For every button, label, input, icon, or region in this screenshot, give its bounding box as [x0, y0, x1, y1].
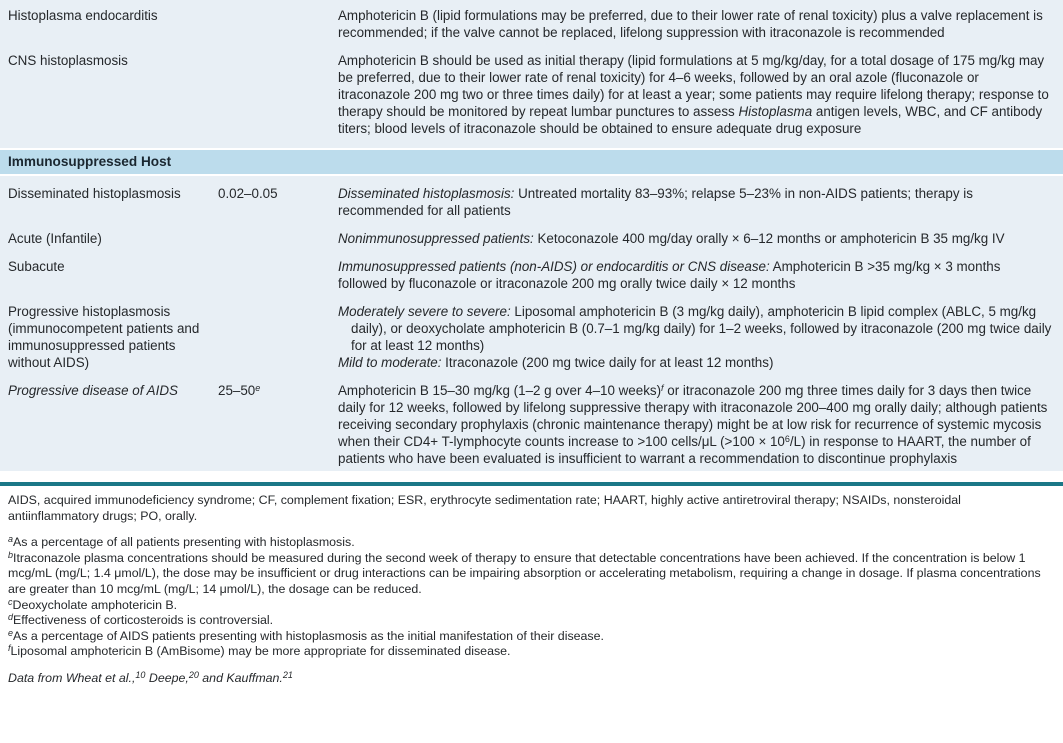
condition-cell: Disseminated histoplasmosis	[8, 186, 181, 201]
therapy-text: antigen levels, WBC, and CF antibody titers; blood levels of itraconazole should be obtained to ensure adequate drug exposure	[338, 104, 1043, 136]
footnote-d	[8, 613, 1055, 629]
condition-cell: Acute (Infantile)	[8, 231, 102, 246]
reference-20: 20	[188, 669, 199, 680]
table-row-progressive-histoplasmosis	[0, 303, 1063, 371]
therapy-cell	[338, 303, 1053, 371]
footnote-marker-e: e	[8, 627, 14, 638]
condition-cell: Subacute	[8, 259, 65, 274]
footnote-text: Effectiveness of corticosteroids is controversial.	[13, 613, 274, 628]
therapy-cell	[338, 52, 1053, 137]
therapy-lead-italic: Immunosuppressed patients (non-AIDS) or endocarditis or CNS disease:	[338, 259, 770, 274]
therapy-text: /L) in response to HAART, the number of patients who have been evaluated is insufficient to warrant a recommendation to discontinue prophylaxis	[338, 434, 1031, 466]
therapy-text: Untreated mortality 83–93%; relapse 5–23% in non-AIDS patients; therapy is recommended for all patients	[338, 186, 973, 218]
severity-lead-italic: Mild to moderate:	[338, 355, 442, 370]
incidence-cell	[218, 52, 338, 137]
footnote-marker-e: e	[255, 383, 261, 393]
reference-21: 21	[282, 669, 293, 680]
exponent-6: 6	[784, 434, 790, 444]
section-header-immunosuppressed-host: Immunosuppressed Host	[0, 148, 1063, 176]
table-row-progressive-disease-of-aids	[0, 382, 1063, 471]
therapy-cell	[338, 185, 1053, 219]
footnote-text: Liposomal amphotericin B (AmBisome) may be more appropriate for disseminated disease.	[10, 644, 511, 659]
therapy-text: Itraconazole (200 mg twice daily for at least 12 months)	[441, 355, 774, 370]
therapy-paragraph	[338, 303, 1053, 354]
footnote-b	[8, 551, 1055, 598]
table-row-cns-histoplasmosis	[0, 52, 1063, 137]
source-citation	[8, 671, 1055, 687]
footnote-text: As a percentage of AIDS patients presenting with histoplasmosis as the initial manifestation of their disease.	[13, 628, 604, 643]
abbreviations-note: AIDS, acquired immunodeficiency syndrome; CF, complement fixation; ESR, erythrocyte sedimentation rate; HAART, highly active antiretroviral therapy; NSAIDs, nonsteroidal antiinflammatory drugs; PO, orally.	[8, 493, 961, 523]
incidence-cell	[218, 7, 338, 41]
severity-lead-italic: Moderately severe to severe:	[338, 304, 511, 319]
organism-name-italic: Histoplasma	[738, 104, 813, 119]
incidence-cell	[218, 303, 338, 371]
therapy-lead-italic: Disseminated histoplasmosis:	[338, 186, 515, 201]
incidence-cell	[218, 382, 338, 467]
source-text: Data from Wheat et al.,	[8, 670, 136, 685]
condition-cell: Histoplasma endocarditis	[8, 8, 158, 23]
condition-cell: CNS histoplasmosis	[8, 53, 128, 68]
therapy-cell	[338, 382, 1053, 467]
condition-cell: Progressive histoplasmosis (immunocompetent patients and immunosuppressed patients without AIDS)	[8, 304, 200, 370]
footnote-marker-a: a	[8, 534, 14, 545]
reference-10: 10	[135, 669, 146, 680]
therapy-paragraph	[338, 354, 1053, 371]
source-text: Deepe,	[145, 670, 189, 685]
condition-cell: Progressive disease of AIDS	[8, 383, 178, 398]
table-row-histoplasma-endocarditis	[0, 7, 1063, 41]
therapy-cell	[338, 230, 1053, 247]
footnote-text: As a percentage of all patients presenting with histoplasmosis.	[13, 535, 355, 550]
footnote-marker-d: d	[8, 612, 14, 623]
therapy-text: or itraconazole 200 mg three times daily for 3 days then twice daily for 12 weeks, followed by lifelong suppressive therapy with itraconazole 200–400 mg orally daily; although patients receiving secondary prophylaxis (chronic maintenance therapy) might be at low risk for recurrence of systemic mycosis when their CD4+ T-lymphocyte counts increase to >100 cells/μL (>100 × 10	[338, 383, 1048, 449]
therapy-text: Amphotericin B 15–30 mg/kg (1–2 g over 4–10 weeks)	[338, 383, 662, 398]
incidence-value: 25–50	[218, 383, 256, 398]
footnote-c	[8, 598, 1055, 614]
table-row-subacute	[0, 258, 1063, 292]
therapy-text: Amphotericin B should be used as initial therapy (lipid formulations at 5 mg/kg/day, for a total dosage of 175 mg/kg may be preferred, due to their lower rate of renal toxicity) for 4–6 weeks, followed by an oral azole (fluconazole or itraconazole 200 mg two or three times daily) for at least a year; some patients may require lifelong therapy; response to therapy should be monitored by repeat lumbar punctures to assess	[338, 53, 1049, 119]
incidence-cell	[218, 230, 338, 247]
footnote-text: Deoxycholate amphotericin B.	[12, 597, 178, 612]
therapy-lead-italic: Nonimmunosuppressed patients:	[338, 231, 534, 246]
footnote-text: Itraconazole plasma concentrations should be measured during the second week of therapy to ensure that detectable concentrations have been achieved. If the concentration is below 1 mcg/mL (mg/L; 1.4 μmol/L), the dose may be insufficient or drug interactions can be impairing absorption or accelerating metabolism, requiring a change in dosage. If plasma concentrations are greater than 10 mcg/mL (mg/L; 14 μmol/L), the dosage can be reduced.	[8, 550, 1041, 596]
footnote-marker-b: b	[8, 549, 14, 560]
footnote-f	[8, 644, 1055, 660]
therapy-text: Liposomal amphotericin B (3 mg/kg daily), amphotericin B lipid complex (ABLC, 5 mg/kg daily), or deoxycholate amphotericin B (0.7–1 mg/kg daily) for 1–2 weeks, followed by itraconazole (200 mg twice daily for at least 12 months)	[351, 304, 1052, 353]
incidence-cell	[218, 258, 338, 292]
therapy-text: Amphotericin B (lipid formulations may be preferred, due to their lower rate of renal toxicity) plus a valve replacement is recommended; if the valve cannot be replaced, lifelong suppression with itraconazole is recommended	[338, 8, 1043, 40]
table-row-acute-infantile	[0, 230, 1063, 247]
therapy-cell	[338, 7, 1053, 41]
table-row-disseminated-histoplasmosis	[0, 185, 1063, 219]
source-text: and Kauffman.	[198, 670, 283, 685]
footnote-marker-f: f	[661, 383, 664, 393]
incidence-cell: 0.02–0.05	[218, 186, 278, 201]
footnotes-section	[0, 486, 1063, 687]
footnote-e	[8, 629, 1055, 645]
footnote-marker-c: c	[8, 596, 13, 607]
therapy-cell	[338, 258, 1053, 292]
therapy-text: Ketoconazole 400 mg/day orally × 6–12 months or amphotericin B 35 mg/kg IV	[533, 231, 1005, 246]
therapy-text: Amphotericin B >35 mg/kg × 3 months followed by fluconazole or itraconazole 200 mg orally twice daily × 12 months	[338, 259, 1001, 291]
footnote-marker-f: f	[8, 643, 11, 654]
footnote-a	[8, 535, 1055, 551]
